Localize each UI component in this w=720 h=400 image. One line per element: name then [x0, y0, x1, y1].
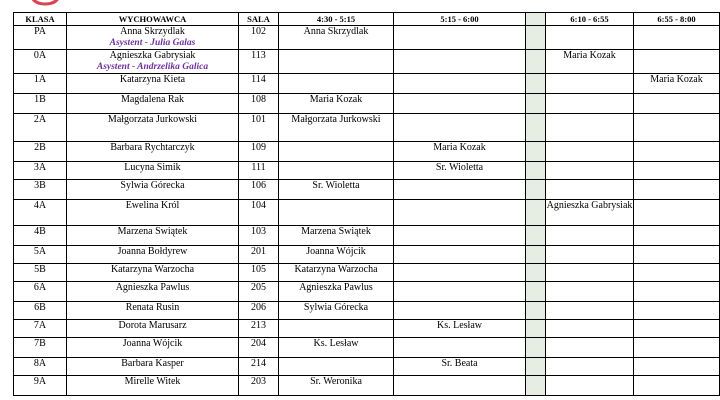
- cell-slot-2-text: Ks. Lesław: [437, 320, 482, 331]
- cell-klasa-text: 6A: [33, 282, 47, 293]
- cell-slot-3: [546, 358, 634, 376]
- cell-slot-1: [279, 180, 394, 200]
- cell-slot-1: [279, 50, 394, 74]
- cell-klasa: [14, 74, 67, 94]
- cell-sala-text: 109: [251, 142, 266, 153]
- cell-slot-2: [394, 320, 526, 338]
- table-row: [14, 376, 720, 396]
- cell-slot-4: [634, 338, 720, 358]
- cell-wychowawca: [67, 376, 239, 396]
- cell-slot-1: [279, 302, 394, 320]
- cell-gap: [526, 264, 546, 282]
- cell-gap: [526, 282, 546, 302]
- cell-slot-3: [546, 282, 634, 302]
- cell-gap: [526, 142, 546, 162]
- cell-klasa-text: 1B: [34, 94, 46, 105]
- cell-slot-4: [634, 226, 720, 246]
- cell-slot-3: [546, 142, 634, 162]
- cell-slot-3: [546, 50, 634, 74]
- cell-wychowawca: [67, 338, 239, 358]
- cell-sala-text: 106: [251, 180, 266, 191]
- cell-slot-3: [546, 246, 634, 264]
- cell-slot-1: [279, 162, 394, 180]
- schedule-table: [13, 12, 720, 396]
- cell-klasa: [14, 246, 67, 264]
- cell-slot-3: [546, 200, 634, 226]
- cell-wychowawca: [67, 282, 239, 302]
- cell-sala: [239, 358, 279, 376]
- cell-slot-4: [634, 282, 720, 302]
- cell-wychowawca: [67, 74, 239, 94]
- cell-slot-4: [634, 358, 720, 376]
- cell-wychowawca-text: Dorota Marusarz: [118, 320, 187, 331]
- cell-sala: [239, 74, 279, 94]
- cell-slot-4: [634, 180, 720, 200]
- cell-sala: [239, 264, 279, 282]
- cell-slot-1: [279, 320, 394, 338]
- assistant-name: Asystent - Julia Galas: [109, 38, 196, 48]
- cell-sala: [239, 26, 279, 50]
- cell-wychowawca-text: Małgorzata Jurkowski: [107, 114, 198, 125]
- cell-wychowawca: [67, 320, 239, 338]
- cell-slot-2: [394, 50, 526, 74]
- cell-klasa: [14, 162, 67, 180]
- cell-klasa: [14, 264, 67, 282]
- cell-sala: [239, 338, 279, 358]
- header-slot-3: 6:10 - 6:55: [546, 13, 634, 26]
- cell-slot-2: [394, 246, 526, 264]
- table-row: [14, 114, 720, 142]
- cell-klasa-text: PA: [34, 26, 46, 37]
- cell-slot-2: [394, 114, 526, 142]
- cell-slot-3: [546, 264, 634, 282]
- cell-wychowawca-text: Anna Skrzydlak: [120, 26, 185, 37]
- cell-slot-2-text: Maria Kozak: [433, 142, 486, 153]
- table-row: [14, 282, 720, 302]
- cell-sala: [239, 320, 279, 338]
- cell-klasa-text: 2B: [34, 142, 46, 153]
- cell-slot-3-text: Agnieszka Gabrysiak: [546, 200, 633, 211]
- cell-gap: [526, 358, 546, 376]
- cell-klasa-text: 1A: [33, 74, 47, 85]
- cell-wychowawca: [67, 302, 239, 320]
- cell-klasa-text: 5B: [34, 264, 46, 275]
- cell-gap: [526, 226, 546, 246]
- assistant-name: Asystent - Andrzelika Galica: [96, 62, 209, 72]
- header-wychowawca: WYCHOWAWCA: [67, 13, 239, 26]
- cell-klasa: [14, 180, 67, 200]
- cell-sala: [239, 200, 279, 226]
- table-row: [14, 246, 720, 264]
- cell-slot-4: [634, 114, 720, 142]
- cell-gap: [526, 94, 546, 114]
- cell-gap: [526, 114, 546, 142]
- cell-slot-2: [394, 226, 526, 246]
- cell-klasa-text: 5A: [33, 246, 47, 257]
- cell-sala-text: 201: [251, 246, 266, 257]
- cell-klasa: [14, 26, 67, 50]
- cell-klasa: [14, 338, 67, 358]
- cell-wychowawca-text: Lucyna Simik: [124, 162, 181, 173]
- cell-sala-text: 102: [251, 26, 266, 37]
- cell-sala-text: 111: [251, 162, 266, 173]
- cell-slot-3: [546, 162, 634, 180]
- cell-gap: [526, 26, 546, 50]
- cell-slot-3: [546, 180, 634, 200]
- cell-slot-1-text: Sylwia Górecka: [303, 302, 369, 313]
- cell-klasa: [14, 142, 67, 162]
- cell-slot-4: [634, 26, 720, 50]
- cell-wychowawca-text: Renata Rusin: [125, 302, 180, 313]
- cell-slot-2: [394, 264, 526, 282]
- cell-slot-1-text: Sr. Wioletta: [312, 180, 360, 191]
- table-row: [14, 74, 720, 94]
- cell-slot-1: [279, 264, 394, 282]
- cell-gap: [526, 200, 546, 226]
- cell-sala: [239, 376, 279, 396]
- cell-slot-1-text: Agnieszka Pawlus: [299, 282, 373, 293]
- table-row: [14, 338, 720, 358]
- cell-wychowawca-text: Agnieszka Gabrysiak: [109, 50, 196, 61]
- cell-wychowawca: [67, 26, 239, 50]
- logo-mark: [26, 0, 64, 8]
- cell-slot-1-text: Marzena Świątek: [301, 226, 371, 237]
- cell-sala: [239, 246, 279, 264]
- cell-slot-2: [394, 338, 526, 358]
- cell-klasa: [14, 114, 67, 142]
- cell-wychowawca: [67, 226, 239, 246]
- cell-wychowawca-text: Katarzyna Kieta: [119, 74, 186, 85]
- schedule-body: [14, 26, 720, 396]
- table-row: [14, 50, 720, 74]
- table-row: [14, 358, 720, 376]
- cell-sala: [239, 226, 279, 246]
- cell-sala-text: 114: [251, 74, 266, 85]
- cell-gap: [526, 376, 546, 396]
- cell-gap: [526, 162, 546, 180]
- cell-gap: [526, 320, 546, 338]
- cell-gap: [526, 50, 546, 74]
- cell-sala: [239, 302, 279, 320]
- cell-sala: [239, 180, 279, 200]
- header-slot-2: 5:15 - 6:00: [394, 13, 526, 26]
- cell-wychowawca-text: Joanna Wójcik: [122, 338, 183, 349]
- cell-slot-2: [394, 302, 526, 320]
- cell-slot-2: [394, 162, 526, 180]
- cell-slot-3: [546, 26, 634, 50]
- cell-slot-3: [546, 338, 634, 358]
- cell-slot-3: [546, 320, 634, 338]
- cell-klasa-text: 3B: [34, 180, 46, 191]
- table-row: [14, 142, 720, 162]
- cell-wychowawca: [67, 142, 239, 162]
- table-row: [14, 162, 720, 180]
- cell-slot-3: [546, 114, 634, 142]
- cell-klasa-text: 4A: [33, 200, 47, 211]
- cell-gap: [526, 74, 546, 94]
- cell-slot-1: [279, 94, 394, 114]
- cell-slot-1-text: Ks. Lesław: [313, 338, 359, 349]
- header-slot-1: 4:30 - 5:15: [279, 13, 394, 26]
- table-row: [14, 264, 720, 282]
- cell-slot-1-text: Maria Kozak: [309, 94, 363, 105]
- header-slot-4: 6:55 - 8:00: [634, 13, 720, 26]
- cell-gap: [526, 302, 546, 320]
- table-row: [14, 302, 720, 320]
- cell-wychowawca-text: Barbara Rychtarczyk: [110, 142, 195, 153]
- cell-slot-2: [394, 26, 526, 50]
- cell-slot-2-text: Sr. Wioletta: [435, 162, 484, 173]
- cell-sala-text: 203: [251, 376, 266, 387]
- cell-slot-3: [546, 376, 634, 396]
- cell-klasa: [14, 282, 67, 302]
- cell-wychowawca: [67, 162, 239, 180]
- cell-slot-1: [279, 338, 394, 358]
- cell-sala-text: 113: [251, 50, 266, 61]
- cell-gap: [526, 246, 546, 264]
- cell-wychowawca-text: Marzena Świątek: [117, 226, 188, 237]
- cell-slot-4: [634, 50, 720, 74]
- cell-klasa-text: 3A: [33, 162, 47, 173]
- cell-sala: [239, 114, 279, 142]
- header-klasa: KLASA: [14, 13, 67, 26]
- table-row: [14, 200, 720, 226]
- cell-slot-4: [634, 320, 720, 338]
- cell-slot-1-text: Anna Skrzydlak: [303, 26, 369, 37]
- cell-slot-1-text: Katarzyna Warzocha: [294, 264, 378, 275]
- cell-wychowawca-text: Mirelle Witek: [124, 376, 181, 387]
- cell-slot-4: [634, 162, 720, 180]
- cell-wychowawca-text: Ewelina Król: [125, 200, 180, 211]
- cell-klasa-text: 7A: [33, 320, 47, 331]
- header-row: [14, 13, 720, 26]
- cell-slot-3-text: Maria Kozak: [563, 50, 616, 61]
- cell-slot-4-text: Maria Kozak: [650, 74, 703, 85]
- cell-klasa-text: 6B: [34, 302, 46, 313]
- cell-slot-1: [279, 226, 394, 246]
- table-row: [14, 320, 720, 338]
- cell-sala-text: 204: [251, 338, 266, 349]
- cell-klasa: [14, 302, 67, 320]
- cell-slot-4: [634, 302, 720, 320]
- cell-slot-4: [634, 74, 720, 94]
- cell-sala: [239, 162, 279, 180]
- cell-wychowawca: [67, 114, 239, 142]
- cell-slot-2: [394, 376, 526, 396]
- cell-wychowawca: [67, 264, 239, 282]
- cell-klasa: [14, 200, 67, 226]
- cell-klasa: [14, 376, 67, 396]
- cell-klasa-text: 9A: [33, 376, 47, 387]
- table-row: [14, 26, 720, 50]
- cell-slot-1-text: Joanna Wójcik: [306, 246, 366, 257]
- cell-wychowawca-text: Joanna Bołdyrew: [117, 246, 188, 257]
- cell-wychowawca: [67, 94, 239, 114]
- cell-wychowawca: [67, 358, 239, 376]
- cell-wychowawca-text: Sylwia Górecka: [120, 180, 185, 191]
- cell-wychowawca: [67, 180, 239, 200]
- cell-sala-text: 108: [251, 94, 266, 105]
- cell-wychowawca: [67, 246, 239, 264]
- cell-klasa-text: 0A: [33, 50, 47, 61]
- cell-slot-1: [279, 142, 394, 162]
- cell-slot-3: [546, 94, 634, 114]
- cell-slot-1: [279, 200, 394, 226]
- cell-slot-1: [279, 358, 394, 376]
- cell-slot-3: [546, 74, 634, 94]
- cell-slot-1: [279, 376, 394, 396]
- header-sala: SALA: [239, 13, 279, 26]
- cell-sala-text: 105: [251, 264, 266, 275]
- cell-slot-4: [634, 264, 720, 282]
- cell-slot-2: [394, 358, 526, 376]
- cell-sala-text: 103: [251, 226, 266, 237]
- table-row: [14, 226, 720, 246]
- cell-slot-2: [394, 180, 526, 200]
- cell-slot-4: [634, 200, 720, 226]
- cell-wychowawca-text: Magdalena Rak: [120, 94, 185, 105]
- cell-slot-4: [634, 376, 720, 396]
- table-row: [14, 94, 720, 114]
- cell-klasa-text: 4B: [34, 226, 46, 237]
- cell-wychowawca-text: Agnieszka Pawlus: [115, 282, 190, 293]
- header-gap: [526, 13, 546, 26]
- cell-slot-4: [634, 246, 720, 264]
- cell-sala-text: 104: [251, 200, 266, 211]
- cell-slot-2-text: Sr. Beata: [441, 358, 478, 369]
- cell-klasa-text: 8A: [33, 358, 47, 369]
- cell-slot-4: [634, 142, 720, 162]
- cell-klasa-text: 7B: [34, 338, 46, 349]
- cell-slot-1: [279, 114, 394, 142]
- cell-klasa-text: 2A: [33, 114, 47, 125]
- cell-wychowawca-text: Katarzyna Warzocha: [110, 264, 195, 275]
- cell-slot-2: [394, 94, 526, 114]
- cell-klasa: [14, 50, 67, 74]
- cell-klasa: [14, 226, 67, 246]
- table-row: [14, 180, 720, 200]
- cell-slot-2: [394, 142, 526, 162]
- cell-slot-1: [279, 26, 394, 50]
- cell-slot-2: [394, 282, 526, 302]
- cell-wychowawca-text: Barbara Kasper: [121, 358, 184, 369]
- cell-sala-text: 101: [251, 114, 266, 125]
- cell-klasa: [14, 94, 67, 114]
- cell-sala: [239, 50, 279, 74]
- cell-klasa: [14, 358, 67, 376]
- cell-slot-3: [546, 226, 634, 246]
- cell-slot-1: [279, 246, 394, 264]
- cell-sala-text: 205: [251, 282, 266, 293]
- cell-klasa: [14, 320, 67, 338]
- cell-sala-text: 214: [251, 358, 266, 369]
- cell-slot-1: [279, 74, 394, 94]
- cell-sala: [239, 282, 279, 302]
- cell-gap: [526, 180, 546, 200]
- cell-wychowawca: [67, 50, 239, 74]
- cell-slot-1-text: Małgorzata Jurkowski: [291, 114, 381, 125]
- cell-sala: [239, 94, 279, 114]
- cell-gap: [526, 338, 546, 358]
- cell-sala-text: 206: [251, 302, 266, 313]
- cell-slot-2: [394, 200, 526, 226]
- cell-sala-text: 213: [251, 320, 266, 331]
- cell-wychowawca: [67, 200, 239, 226]
- cell-sala: [239, 142, 279, 162]
- cell-slot-4: [634, 94, 720, 114]
- cell-slot-2: [394, 74, 526, 94]
- cell-slot-1-text: Sr. Weronika: [310, 376, 362, 387]
- cell-slot-1: [279, 282, 394, 302]
- cell-slot-3: [546, 302, 634, 320]
